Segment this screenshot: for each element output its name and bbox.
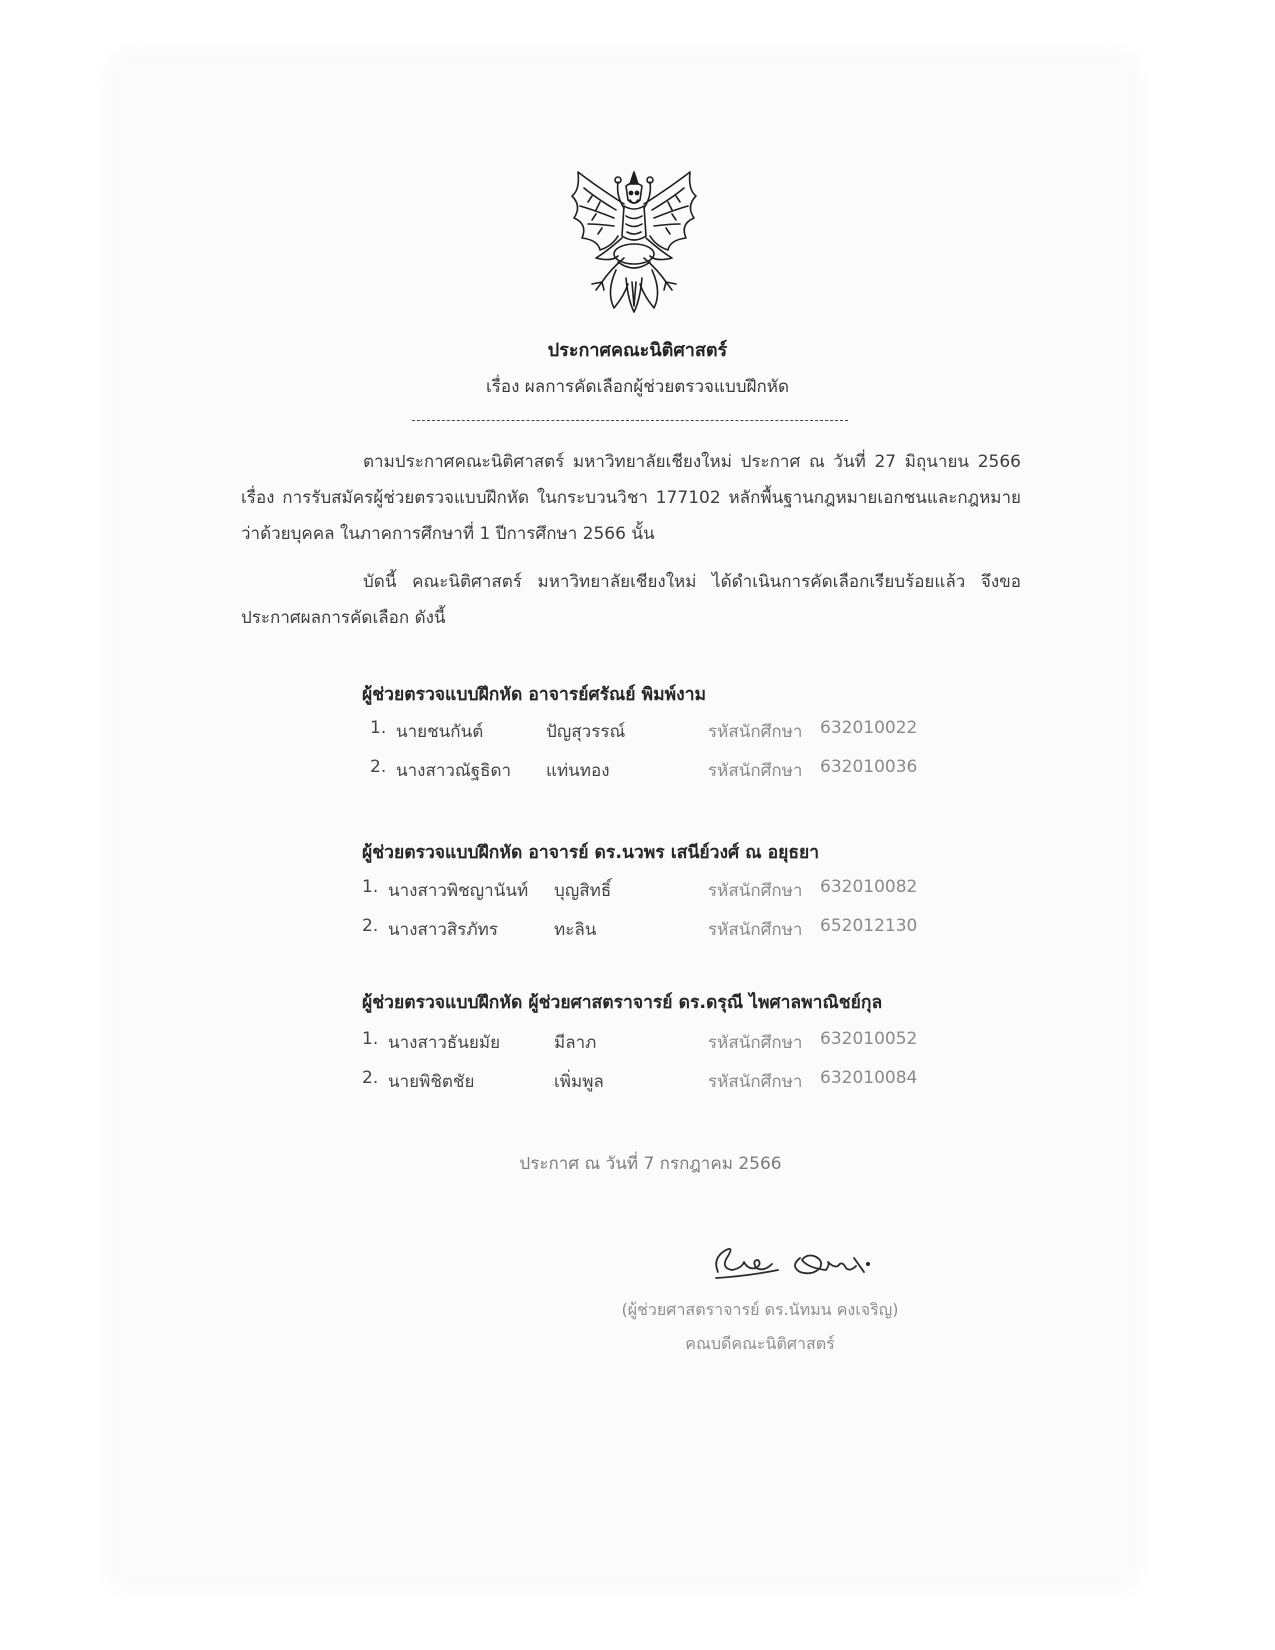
item-number: 1. bbox=[362, 1029, 379, 1049]
student-id: 632010082 bbox=[820, 877, 918, 897]
announcement-subject: เรื่อง ผลการคัดเลือกผู้ช่วยตรวจแบบฝึกหัด bbox=[485, 377, 790, 397]
item-number: 1. bbox=[362, 877, 379, 897]
group-heading: ผู้ช่วยตรวจแบบฝึกหัด อาจารย์ ดร.นวพร เสนีย์วงศ์ ณ อยุธยา bbox=[362, 843, 820, 863]
student-first-name: นายชนกันต์ bbox=[396, 722, 484, 742]
student-last-name: แท่นทอง bbox=[546, 761, 610, 781]
student-id: 652012130 bbox=[820, 916, 918, 936]
student-id: 632010084 bbox=[820, 1068, 918, 1088]
intro-paragraph: ตามประกาศคณะนิติศาสตร์ มหาวิทยาลัยเชียงใหม่ ประกาศ ณ วันที่ 27 มิถุนายน 2566 เรื่อง การรับสมัครผู้ช่วยตรวจแบบฝึกหัด ในกระบวนวิชา 177102 หลักพื้นฐานกฎหมายเอกชนและกฎหมายว่าด้วยบุคคล ในภาคการศึกษาที่ 1 ปีการศึกษา 2566 นั้น bbox=[241, 452, 1021, 544]
student-last-name: ทะลิน bbox=[554, 920, 597, 940]
student-last-name: ปัญสุวรรณ์ bbox=[546, 722, 626, 742]
student-first-name: นางสาวณัฐธิดา bbox=[396, 761, 512, 781]
student-id: 632010022 bbox=[820, 718, 918, 738]
garuda-emblem-icon bbox=[566, 166, 702, 316]
student-last-name: มีลาภ bbox=[554, 1033, 597, 1053]
student-id-label: รหัสนักศึกษา bbox=[708, 1033, 803, 1053]
student-id-label: รหัสนักศึกษา bbox=[708, 722, 803, 742]
item-number: 2. bbox=[362, 916, 379, 936]
student-id: 632010052 bbox=[820, 1029, 918, 1049]
student-id-label: รหัสนักศึกษา bbox=[708, 920, 803, 940]
announcement-title: ประกาศคณะนิติศาสตร์ bbox=[547, 340, 728, 361]
signer-position: คณบดีคณะนิติศาสตร์ bbox=[685, 1334, 835, 1353]
student-last-name: เพิ่มพูล bbox=[554, 1072, 604, 1092]
student-id-label: รหัสนักศึกษา bbox=[708, 761, 803, 781]
student-first-name: นางสาวพิชญานันท์ bbox=[388, 881, 529, 901]
item-number: 2. bbox=[362, 1068, 379, 1088]
signer-name: (ผู้ช่วยศาสตราจารย์ ดร.นัทมน คงเจริญ) bbox=[621, 1300, 899, 1319]
signature-icon bbox=[708, 1238, 898, 1290]
student-first-name: นางสาวธันยมัย bbox=[388, 1033, 501, 1053]
student-last-name: บุญสิทธิ์ bbox=[554, 881, 612, 901]
divider bbox=[412, 420, 848, 421]
student-id: 632010036 bbox=[820, 757, 918, 777]
student-first-name: นายพิชิตชัย bbox=[388, 1072, 475, 1092]
group-heading: ผู้ช่วยตรวจแบบฝึกหัด อาจารย์ศรัณย์ พิมพ์งาม bbox=[362, 685, 707, 705]
group-heading: ผู้ช่วยตรวจแบบฝึกหัด ผู้ช่วยศาสตราจารย์ ดร.ดรุณี ไพศาลพาณิชย์กุล bbox=[362, 993, 883, 1013]
item-number: 1. bbox=[370, 718, 387, 738]
student-first-name: นางสาวสิรภัทร bbox=[388, 920, 498, 940]
result-paragraph: บัดนี้ คณะนิติศาสตร์ มหาวิทยาลัยเชียงใหม่ ได้ดำเนินการคัดเลือกเรียบร้อยแล้ว จึงขอประกาศผลการคัดเลือก ดังนี้ bbox=[241, 572, 1021, 628]
student-id-label: รหัสนักศึกษา bbox=[708, 881, 803, 901]
announcement-date: ประกาศ ณ วันที่ 7 กรกฎาคม 2566 bbox=[519, 1154, 782, 1174]
item-number: 2. bbox=[370, 757, 387, 777]
student-id-label: รหัสนักศึกษา bbox=[708, 1072, 803, 1092]
